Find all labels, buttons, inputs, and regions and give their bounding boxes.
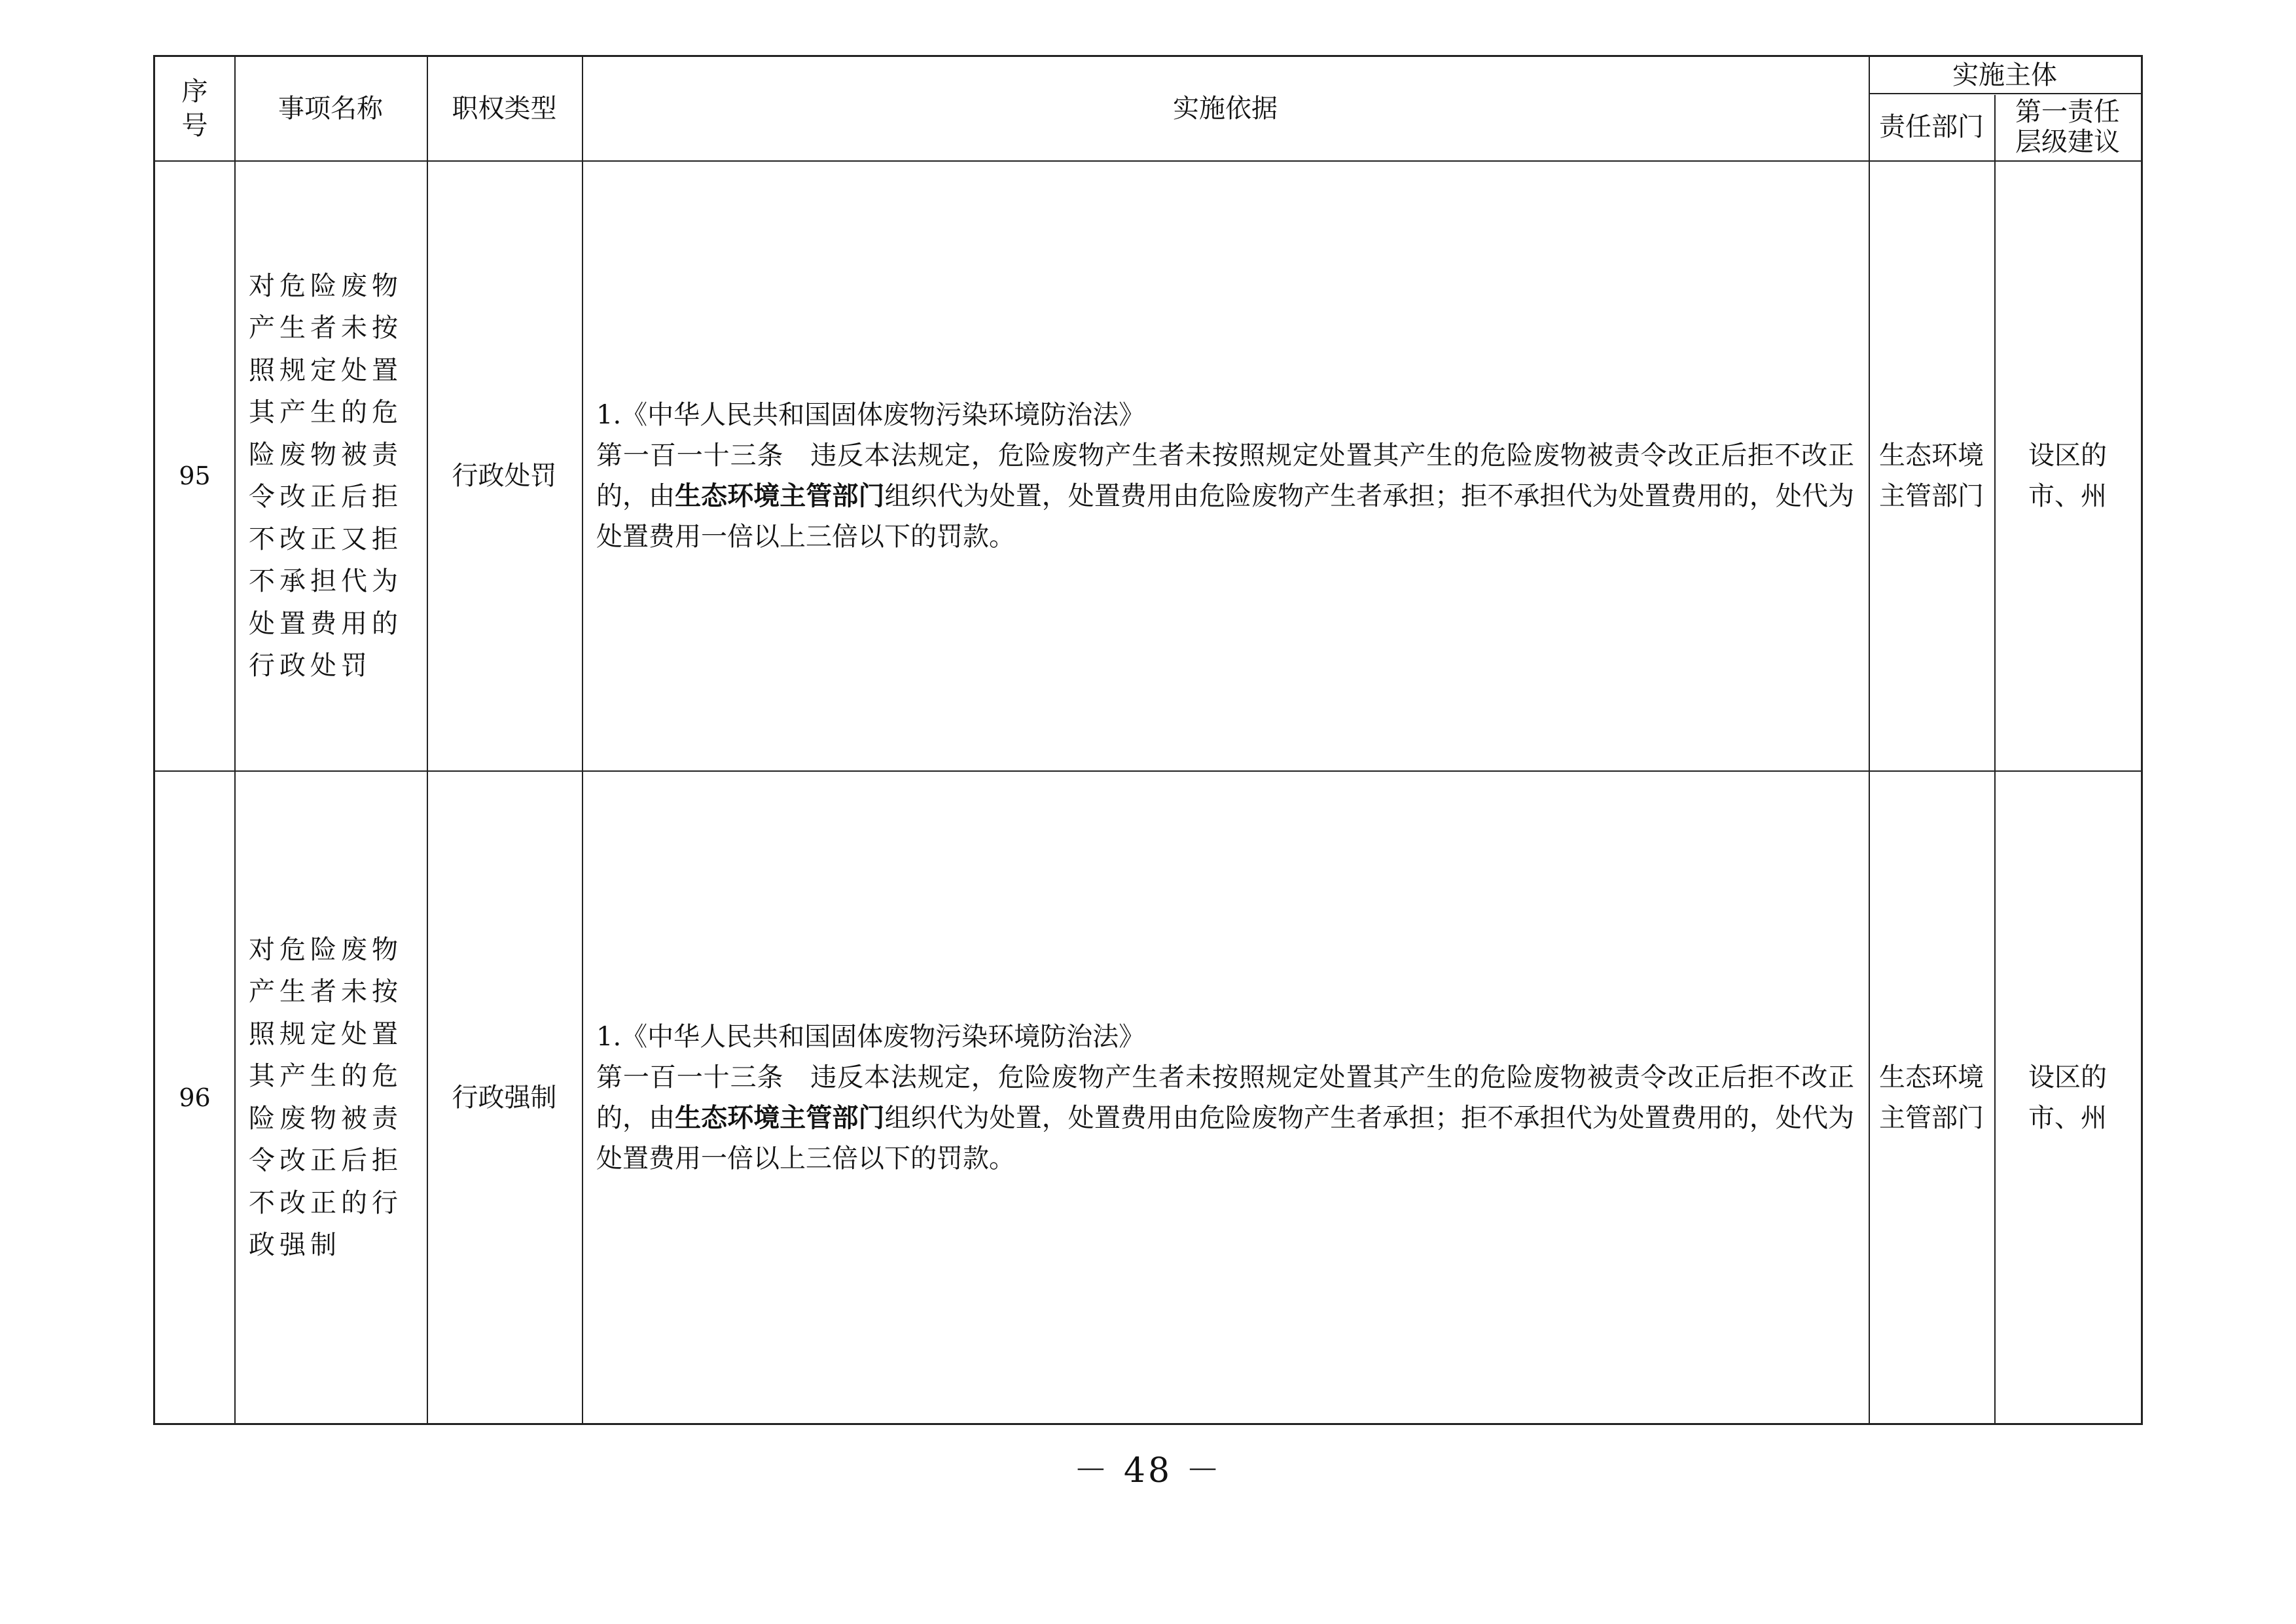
header-item-name: [234, 57, 427, 160]
row-seq: 96: [179, 1083, 211, 1112]
row-power-type-text: 行政处罚: [452, 461, 557, 491]
header-subject: [1869, 57, 2141, 94]
row-95-basis: [582, 162, 1869, 770]
law-title: 1.《中华人民共和国固体废物污染环境防治法》: [596, 400, 1145, 430]
row-seq: 95: [179, 461, 211, 490]
header-level: [1994, 94, 2141, 160]
row-96-dept: [1869, 772, 1994, 1423]
law-text-highlight: 生态环境主管部门: [675, 481, 885, 511]
law-title: 1.《中华人民共和国固体废物污染环境防治法》: [596, 1021, 1145, 1052]
row-95-power-type: [427, 162, 582, 770]
row-level-line2: 市、州: [2028, 1102, 2107, 1133]
header-level-line2: 层级建议: [2015, 127, 2120, 157]
header-seq-line1: 序: [181, 77, 208, 107]
law-text-after: 组织代为处置，处置费用由危险废物产生者承担；拒不承担代为处置费用的，处代为处置费用一倍以上三倍以下的罚款。: [596, 481, 1855, 552]
row-95-item-name: [249, 162, 427, 770]
header-subject-label: 实施主体: [1952, 60, 2057, 90]
header-seq-line2: 号: [181, 111, 208, 141]
page-number: － 48 －: [1073, 1451, 1223, 1490]
row-96-level: [1994, 772, 2141, 1423]
header-level-line1: 第一责任: [2015, 97, 2120, 127]
row-96-item-name: [249, 772, 427, 1423]
header-seq: [155, 57, 234, 160]
header-power-type-label: 职权类型: [452, 94, 557, 124]
row-level-line1: 设区的: [2028, 441, 2107, 471]
row-dept-line1: 生态环境: [1879, 1062, 1984, 1092]
header-power-type: [427, 57, 582, 160]
header-basis-label: 实施依据: [1173, 94, 1278, 124]
row-dept-line2: 主管部门: [1879, 481, 1984, 511]
law-article-text: [596, 435, 1854, 557]
row-95-dept: [1869, 162, 1994, 770]
column-divider: [234, 57, 236, 1423]
row-item-name-text: 对危险废物 产生者未按 照规定处置 其产生的危 险废物被责 令改正后拒 不改正的行 政强制: [249, 934, 403, 1260]
row-level-line2: 市、州: [2028, 481, 2107, 511]
header-dept-label: 责任部门: [1879, 112, 1984, 142]
authority-table: [153, 55, 2143, 1425]
row-96-power-type: [427, 772, 582, 1423]
law-article-text: [596, 1057, 1854, 1179]
row-dept-line1: 生态环境: [1879, 441, 1984, 471]
row-dept-line2: 主管部门: [1879, 1102, 1984, 1133]
header-item-name-label: 事项名称: [278, 94, 383, 124]
row-level-line1: 设区的: [2028, 1062, 2107, 1092]
law-text-highlight: 生态环境主管部门: [675, 1102, 885, 1133]
row-96-basis: [582, 772, 1869, 1423]
row-95-level: [1994, 162, 2141, 770]
header-dept: [1869, 94, 1994, 160]
law-text-before: 第一百一十三条 违反本法规定，危险废物产生者未按照规定处置其产生的危险废物被责令改正后拒不改正的，由: [596, 1062, 1854, 1133]
law-text-before: 第一百一十三条 违反本法规定，危险废物产生者未按照规定处置其产生的危险废物被责令改正后拒不改正的，由: [596, 441, 1854, 511]
header-basis: [582, 57, 1869, 160]
row-power-type-text: 行政强制: [452, 1082, 557, 1113]
row-95-seq: [155, 162, 234, 770]
row-96-seq: [155, 772, 234, 1423]
row-item-name-text: 对危险废物 产生者未按 照规定处置 其产生的危 险废物被责 令改正后拒 不改正又拒 不承担代为 处置费用的 行政处罚: [249, 270, 403, 681]
law-text-after: 组织代为处置，处置费用由危险废物产生者承担；拒不承担代为处置费用的，处代为处置费用一倍以上三倍以下的罚款。: [596, 1102, 1855, 1174]
